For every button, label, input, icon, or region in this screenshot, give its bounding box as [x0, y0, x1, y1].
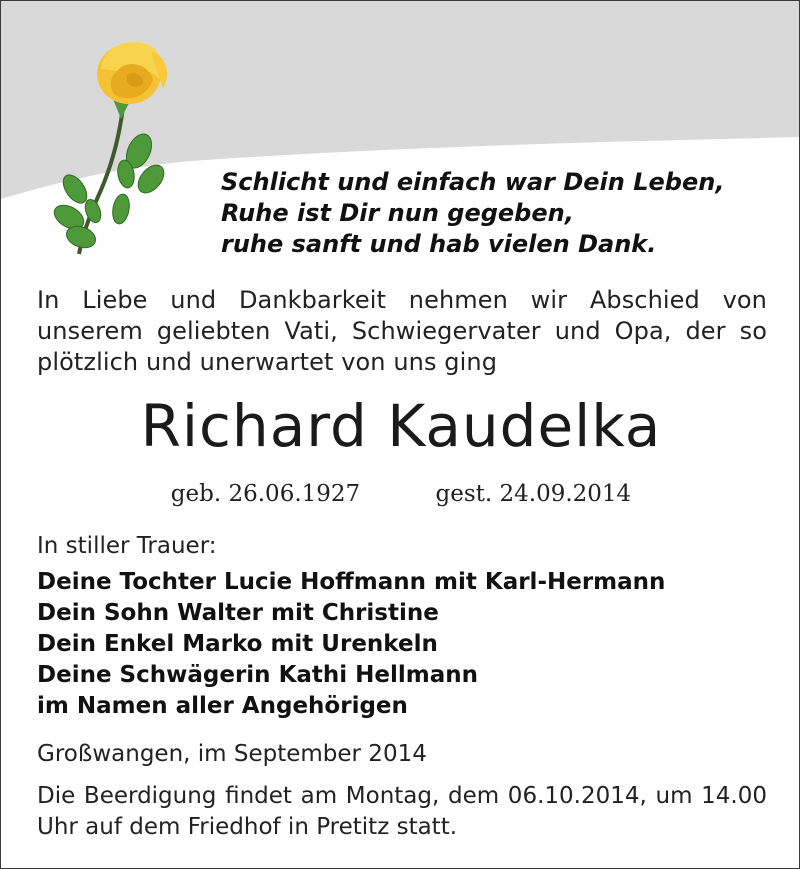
mourning-label: In stiller Trauer: [37, 533, 217, 559]
deceased-name: Richard Kaudelka [140, 392, 662, 460]
rose-bloom [97, 42, 167, 104]
birth-date: geb. 26.06.1927 [170, 481, 361, 507]
family-member: im Namen aller Angehörigen [37, 693, 408, 719]
verse-line-2: Ruhe ist Dir nun gegeben, [221, 199, 574, 227]
family-member: Deine Schwägerin Kathi Hellmann [37, 662, 479, 688]
funeral-notice: Die Beerdigung findet am Montag, dem 06.10.2014, um 14.00 Uhr auf dem Friedhof in Pretitz statt. [37, 783, 767, 840]
verse-line-1: Schlicht und einfach war Dein Leben, [221, 168, 725, 196]
family-list [37, 567, 767, 722]
farewell-intro: In Liebe und Dankbarkeit nehmen wir Abschied von unserem geliebten Vati, Schwiegervater und Opa, der so plötzlich und unerwartet von uns ging [37, 286, 767, 376]
death-date: gest. 24.09.2014 [435, 481, 632, 507]
family-member: Deine Tochter Lucie Hoffmann mit Karl-Hermann [37, 569, 666, 595]
family-member: Dein Sohn Walter mit Christine [37, 600, 439, 626]
verse-line-3: ruhe sanft und hab vielen Dank. [221, 230, 657, 258]
family-member: Dein Enkel Marko mit Urenkeln [37, 631, 438, 657]
place-and-date: Großwangen, im September 2014 [37, 741, 427, 767]
rose-leaves [50, 130, 169, 251]
life-dates [1, 479, 800, 509]
memorial-verse [221, 167, 781, 260]
yellow-rose-image [31, 29, 181, 259]
